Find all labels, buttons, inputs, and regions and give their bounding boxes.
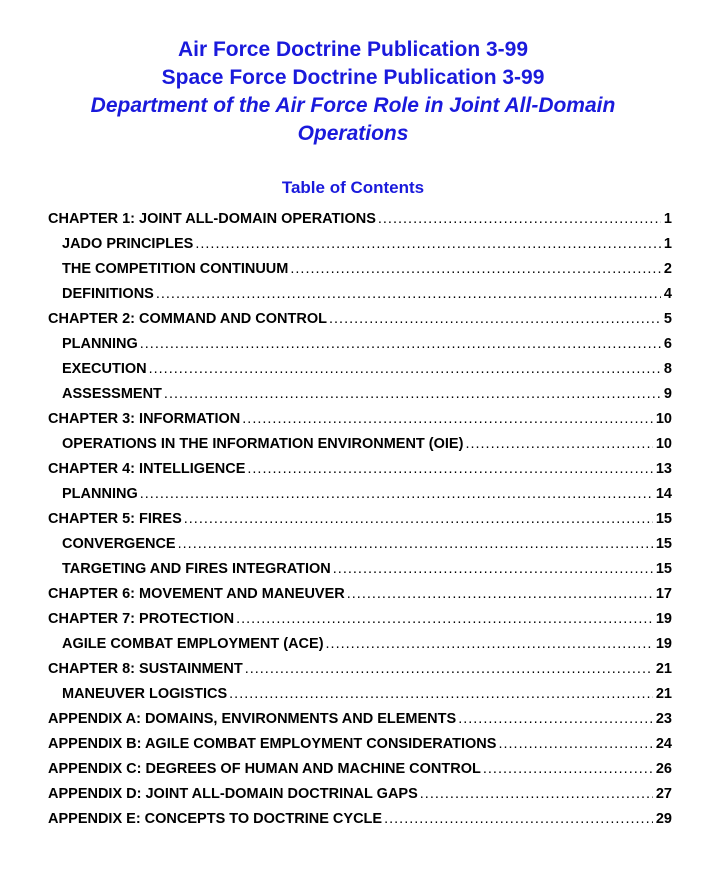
toc-page-number: 13 [655,461,672,477]
toc-entry-label: JADO PRINCIPLES [62,236,194,252]
toc-title: Table of Contents [281,178,425,197]
toc-entry-label: CHAPTER 3: INFORMATION [48,411,241,427]
toc-page-number: 26 [655,761,672,777]
toc-dot-leader [384,811,653,827]
toc-dot-leader [140,336,661,352]
toc-entry-label: APPENDIX E: CONCEPTS TO DOCTRINE CYCLE [48,811,383,827]
toc-dot-leader [347,586,653,602]
toc-page-number: 1 [663,236,672,252]
toc-entry-label: CHAPTER 5: FIRES [48,511,182,527]
toc-dot-leader [498,736,652,752]
toc-page-number: 17 [655,586,672,602]
toc-dot-leader [458,711,653,727]
toc-page-number: 2 [663,261,672,277]
toc-chapter-entry[interactable] [48,511,672,536]
toc-page-number: 10 [655,436,672,452]
toc-chapter-entry[interactable] [48,786,672,811]
toc-entry-label: APPENDIX C: DEGREES OF HUMAN AND MACHINE CONTROL [48,761,481,777]
toc-chapter-entry[interactable] [48,461,672,486]
toc-chapter-entry[interactable] [48,661,672,686]
toc-entry-label: CHAPTER 1: JOINT ALL-DOMAIN OPERATIONS [48,211,376,227]
publication-title-sf: Space Force Doctrine Publication 3-99 [161,66,545,89]
toc-dot-leader [140,486,653,502]
toc-entry-label: OPERATIONS IN THE INFORMATION ENVIRONMENT (OIE) [62,436,464,452]
toc-page-number: 1 [663,211,672,227]
toc-entry-label: THE COMPETITION CONTINUUM [62,261,289,277]
toc-section-entry[interactable] [48,336,672,361]
toc-entry-label: APPENDIX D: JOINT ALL-DOMAIN DOCTRINAL GAPS [48,786,418,802]
toc-entry-label: CHAPTER 2: COMMAND AND CONTROL [48,311,327,327]
toc-dot-leader [290,261,661,277]
toc-dot-leader [164,386,661,402]
toc-entry-label: AGILE COMBAT EMPLOYMENT (ACE) [62,636,324,652]
toc-dot-leader [236,611,653,627]
toc-section-entry[interactable] [48,561,672,586]
toc-entry-label: PLANNING [62,336,138,352]
toc-entry-label: CONVERGENCE [62,536,176,552]
toc-page-number: 5 [663,311,672,327]
toc-section-entry[interactable] [48,261,672,286]
toc-entry-label: TARGETING AND FIRES INTEGRATION [62,561,331,577]
toc-dot-leader [247,461,652,477]
toc-page-number: 23 [655,711,672,727]
toc-dot-leader [229,686,653,702]
toc-entry-label: CHAPTER 6: MOVEMENT AND MANEUVER [48,586,345,602]
toc-page-number: 29 [655,811,672,827]
toc-section-entry[interactable] [48,636,672,661]
publication-title-af: Air Force Doctrine Publication 3-99 [177,38,529,61]
document-subtitle-line-1: Department of the Air Force Role in Joint All-Domain [90,94,616,117]
toc-dot-leader [178,536,653,552]
toc-entry-label: CHAPTER 4: INTELLIGENCE [48,461,246,477]
toc-section-entry[interactable] [48,686,672,711]
toc-page-number: 15 [655,511,672,527]
toc-entry-label: CHAPTER 8: SUSTAINMENT [48,661,243,677]
toc-dot-leader [329,311,661,327]
toc-page-number: 21 [655,661,672,677]
toc-chapter-entry[interactable] [48,711,672,736]
table-of-contents [48,211,672,836]
toc-section-entry[interactable] [48,286,672,311]
toc-dot-leader [149,361,661,377]
toc-page-number: 4 [663,286,672,302]
toc-page-number: 8 [663,361,672,377]
toc-dot-leader [245,661,653,677]
toc-chapter-entry[interactable] [48,736,672,761]
toc-page-number: 14 [655,486,672,502]
toc-chapter-entry[interactable] [48,586,672,611]
toc-dot-leader [156,286,661,302]
toc-section-entry[interactable] [48,436,672,461]
toc-entry-label: APPENDIX A: DOMAINS, ENVIRONMENTS AND ELEMENTS [48,711,457,727]
toc-page-number: 27 [655,786,672,802]
toc-section-entry[interactable] [48,236,672,261]
toc-section-entry[interactable] [48,386,672,411]
toc-page-number: 21 [655,686,672,702]
toc-entry-label: MANEUVER LOGISTICS [62,686,228,702]
toc-entry-label: APPENDIX B: AGILE COMBAT EMPLOYMENT CONSIDERATIONS [48,736,497,752]
toc-chapter-entry[interactable] [48,411,672,436]
toc-entry-label: PLANNING [62,486,138,502]
toc-section-entry[interactable] [48,536,672,561]
toc-page-number: 19 [655,611,672,627]
toc-dot-leader [242,411,653,427]
toc-page-number: 6 [663,336,672,352]
toc-dot-leader [184,511,653,527]
toc-chapter-entry[interactable] [48,811,672,836]
toc-page-number: 10 [655,411,672,427]
toc-page-number: 15 [655,536,672,552]
toc-chapter-entry[interactable] [48,211,672,236]
toc-dot-leader [483,761,653,777]
toc-dot-leader [420,786,653,802]
toc-section-entry[interactable] [48,486,672,511]
toc-entry-label: DEFINITIONS [62,286,154,302]
toc-dot-leader [195,236,661,252]
toc-chapter-entry[interactable] [48,311,672,336]
toc-chapter-entry[interactable] [48,761,672,786]
toc-dot-leader [333,561,653,577]
toc-entry-label: EXECUTION [62,361,147,377]
toc-entry-label: CHAPTER 7: PROTECTION [48,611,235,627]
toc-dot-leader [326,636,653,652]
toc-chapter-entry[interactable] [48,611,672,636]
toc-section-entry[interactable] [48,361,672,386]
toc-page-number: 24 [655,736,672,752]
toc-page-number: 15 [655,561,672,577]
document-header [0,36,706,148]
document-subtitle-line-2: Operations [297,122,409,145]
toc-page-number: 9 [663,386,672,402]
toc-dot-leader [378,211,661,227]
toc-page-number: 19 [655,636,672,652]
toc-entry-label: ASSESSMENT [62,386,162,402]
toc-dot-leader [465,436,652,452]
